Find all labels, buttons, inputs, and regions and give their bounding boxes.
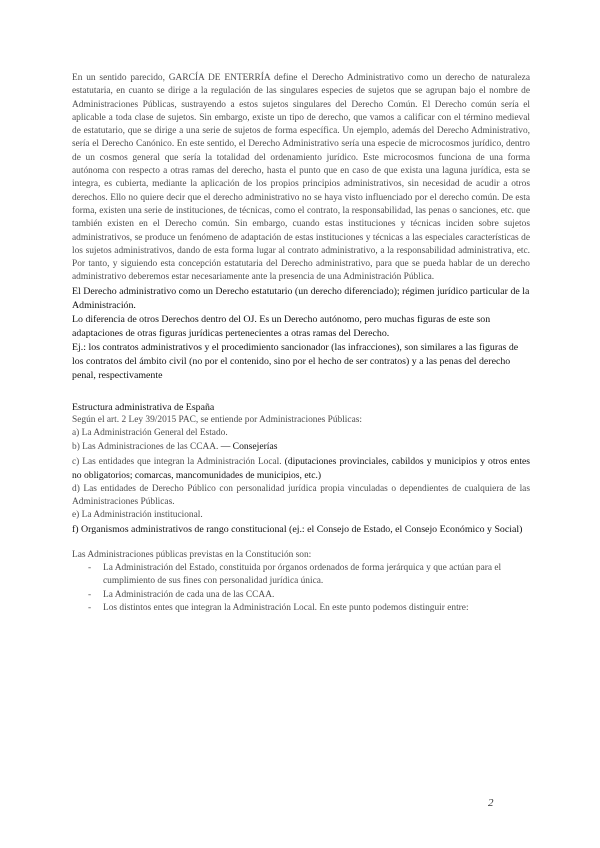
estructura-item-b	[72, 440, 530, 454]
estructura-item-e: e) La Administración institucional.	[72, 510, 203, 521]
estructura-item-d: d) Las entidades de Derecho Público con personalidad jurídica propia vinculadas o dependientes de cualquiera de las Administraciones Públicas.	[72, 483, 530, 508]
section-estructura	[72, 401, 530, 536]
paragraph-ejemplo: Ej.: los contratos administrativos y el procedimiento sancionador (las infracciones), son similares a las figuras de los contratos del ámbito civil (no por el contenido, sino por el hecho de ser contratos) y a las penas del derecho penal, respectivamente	[72, 341, 519, 381]
section-constitucion	[72, 549, 530, 615]
estructura-item-c-note: (diputaciones provinciales, cabildos y municipios y otros entes no obligatorios; comarcas, mancomunidades de municipios, etc.)	[72, 455, 530, 481]
estructura-item-f: f) Organismos administrativos de rango constitucional (ej.: el Consejo de Estado, el Consejo Económico y Social)	[72, 523, 523, 535]
estructura-item-a: a) La Administración General del Estado.	[72, 428, 228, 439]
heading-derecho-diferenciado: El Derecho administrativo como un Derecho estatutario (un derecho diferenciado); régimen jurídico particular de la Administración.	[72, 285, 530, 311]
estructura-item-b-note: — Consejerías	[220, 441, 278, 453]
list-item: - La Administración de cada una de las CCAA.	[72, 589, 530, 602]
spacer	[72, 383, 530, 401]
intro-paragraph: En un sentido parecido, GARCÍA DE ENTERRÍA define el Derecho Administrativo como un derecho de naturaleza estatutaria, en cuanto se dirige a la regulación de las singulares especies de sujetos que se agrupan bajo el nombre de Administraciones Públicas, sustrayendo a estos sujetos singulares del Derecho Común. El Derecho común sería el aplicable a toda clase de sujetos. Sin embargo, existe un tipo de derecho, que vamos a calificar con el término medieval de estatutario, que se dirige a una serie de sujetos de forma específica. Un ejemplo, además del Derecho Administrativo, sería el Derecho Canónico. En este sentido, el Derecho Administrativo sería una especie de microcosmos jurídico, dentro de un cosmos general que sería la totalidad del ordenamiento jurídico. Este microcosmos funciona de una forma autónoma con respecto a otras ramas del derecho, hasta el punto que en caso de que exista una laguna jurídica, esta se integra, es cubierta, mediante la aplicación de los propios principios administrativos, sin necesidad de acudir a otros derechos. Ello no quiere decir que el derecho administrativo no se haya visto influenciado por el derecho común. De esta forma, existen una serie de instituciones, de técnicas, como el contrato, la responsabilidad, las penas o sanciones, etc. que también existen en el Derecho común. Sin embargo, cuando estas instituciones y técnicas inciden sobre sujetos administrativos, se produce un fenómeno de adaptación de estas instituciones y técnicas a las especiales características de los sujetos administrativos, dando de esta forma lugar al contrato administrativo, a la responsabilidad administrativa, etc. Por tanto, y siguiendo esta concepción estatutaria del Derecho administrativo, para que se pueda hablar de un derecho administrativo deberemos estar necesariamente ante la presencia de una Administración Pública.	[72, 73, 530, 283]
spacer	[72, 536, 530, 549]
estructura-lead: Según el art. 2 Ley 39/2015 PAC, se entiende por Administraciones Públicas:	[72, 414, 362, 425]
paragraph-diferencia: Lo diferencia de otros Derechos dentro del OJ. Es un Derecho autónomo, pero muchas figuras de este son adaptaciones de otras figuras jurídicas pertenecientes a otras ramas del Derecho.	[72, 313, 491, 339]
estructura-item-b-text: b) Las Administraciones de las CCAA.	[72, 442, 221, 453]
estructura-item-c-text: c) Las entidades que integran la Administración Local.	[72, 456, 285, 467]
constitucion-lead: Las Administraciones públicas previstas en la Constitución son:	[72, 549, 312, 560]
page-number: 2	[488, 797, 494, 809]
page-content	[72, 72, 530, 615]
list-item: - La Administración del Estado, constituida por órganos ordenados de forma jerárquica y que actúan para el cumplimiento de sus fines con personalidad jurídica única.	[72, 562, 530, 589]
estructura-item-c	[72, 455, 530, 483]
constitucion-list	[72, 562, 530, 615]
section-title-estructura: Estructura administrativa de España	[72, 401, 215, 413]
list-item: - Los distintos entes que integran la Administración Local. En este punto podemos distinguir entre:	[72, 602, 530, 615]
